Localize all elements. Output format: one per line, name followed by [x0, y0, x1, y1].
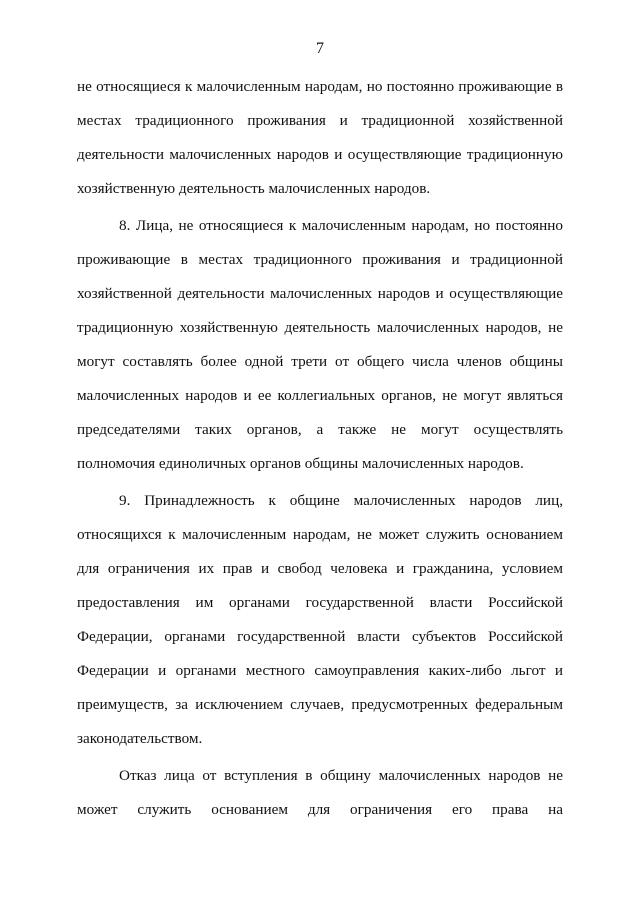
paragraph-item-9: 9. Принадлежность к общине малочисленных народов лиц, относящихся к малочисленным народам, не может служить основанием для ограничения их прав и свобод человека и гражданина, условием предоставления им органами государственной власти Российской Федерации, органами государственной власти субъектов Российской Федерации и органами местного самоуправления каких-либо льгот и преимуществ, за исключением случаев, предусмотренных федеральным законодательством. — [77, 492, 563, 747]
paragraph-refusal: Отказ лица от вступления в общину малочисленных народов не может служить основанием для ограничения его права на — [77, 767, 563, 818]
paragraph-item-8: 8. Лица, не относящиеся к малочисленным народам, но постоянно проживающие в местах традиционного проживания и традиционной хозяйственной деятельности малочисленных народов и осуществляющие традиционную хозяйственную деятельность малочисленных народов, не могут составлять более одной трети от общего числа членов общины малочисленных народов и ее коллегиальных органов, не могут являться председателями таких органов, а также не могут осуществлять полномочия единоличных органов общины малочисленных народов. — [77, 217, 563, 472]
page-number: 7 — [316, 40, 324, 57]
document-body — [77, 70, 563, 827]
paragraph-continuation: не относящиеся к малочисленным народам, но постоянно проживающие в местах традиционного проживания и традиционной хозяйственной деятельности малочисленных народов и осуществляющие традиционную хозяйственную деятельность малочисленных народов. — [77, 78, 563, 197]
